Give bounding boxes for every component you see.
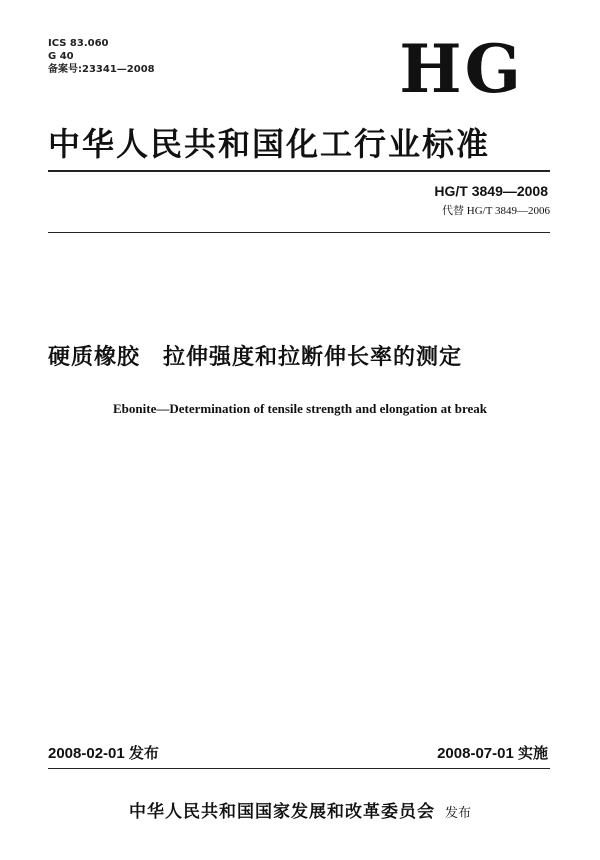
replaces-standard: 代替 HG/T 3849—2006	[442, 205, 550, 217]
record-number: 备案号:23341—2008	[48, 64, 155, 75]
publisher-line	[48, 797, 552, 822]
implementation-date: 2008-07-01 实施	[437, 745, 548, 762]
document-title-chinese: 硬质橡胶 拉伸强度和拉断伸长率的测定	[48, 345, 463, 370]
middle-divider	[48, 232, 550, 233]
publisher-suffix: 发布	[444, 806, 471, 821]
ics-code: ICS 83.060	[48, 38, 109, 49]
top-divider	[48, 170, 550, 172]
document-title-english: Ebonite—Determination of tensile strength and elongation at break	[113, 401, 487, 416]
bottom-divider	[48, 768, 550, 769]
hg-logo: HG	[399, 30, 524, 108]
publisher-name: 中华人民共和国国家发展和改革委员会	[128, 802, 435, 822]
issue-date: 2008-02-01 发布	[48, 745, 159, 762]
standard-title: 中华人民共和国化工行业标准	[48, 125, 491, 163]
standard-number: HG/T 3849—2008	[434, 183, 548, 199]
classification-code: G 40	[48, 51, 74, 62]
